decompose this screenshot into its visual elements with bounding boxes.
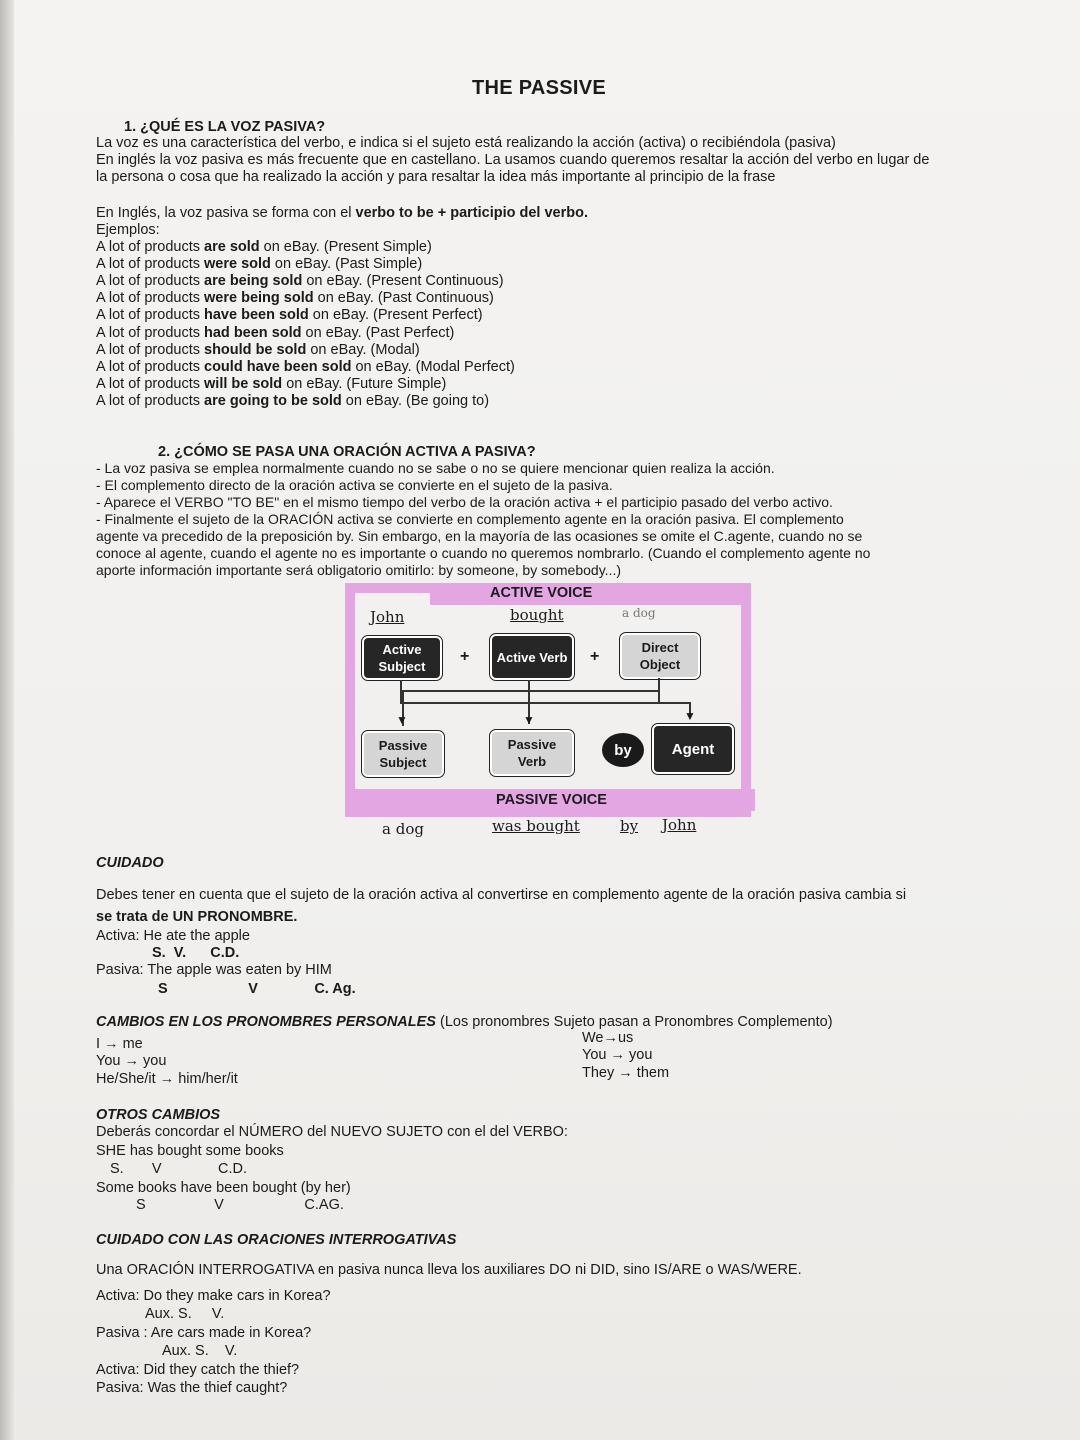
handwritten-by: by	[620, 817, 639, 835]
example-sentence: A lot of products will be sold on eBay. (Future Simple)	[96, 375, 447, 392]
pronoun-change: We→us	[582, 1030, 634, 1046]
active-voice-label: ACTIVE VOICE	[490, 585, 593, 601]
by-circle: by	[602, 733, 644, 767]
cuidado-activa: Activa: He ate the apple	[96, 928, 250, 944]
section1-heading: 1. ¿QUÉ ES LA VOZ PASIVA?	[124, 119, 326, 135]
section1-line: En inglés la voz pasiva es más frecuente que en castellano. La usamos cuando queremos resaltar la acción del verbo en lugar de	[96, 152, 930, 168]
direct-object-box: Direct Object	[620, 633, 700, 679]
arrow-down-icon: ▼	[523, 713, 535, 727]
section2-line: - Aparece el VERBO "TO BE" en el mismo tiempo del verbo de la oración activa + el participio pasado del verbo activo.	[96, 494, 833, 510]
cuidado-pasiva: Pasiva: The apple was eaten by HIM	[96, 962, 332, 978]
handwritten-was-bought: was bought	[492, 817, 580, 835]
plus-sign: +	[460, 648, 470, 665]
example-sentence: A lot of products are going to be sold on eBay. (Be going to)	[96, 392, 490, 409]
pronombres-heading: CAMBIOS EN LOS PRONOMBRES PERSONALES (Los pronombres Sujeto pasan a Pronombres Complemento)	[96, 1014, 833, 1030]
example-sentence: A lot of products could have been sold on eBay. (Modal Perfect)	[96, 358, 515, 375]
agent-box: Agent	[652, 724, 734, 774]
interrog-example: Activa: Did they catch the thief?	[96, 1362, 300, 1378]
examples-label: Ejemplos:	[96, 222, 160, 238]
handwritten-a-dog: a dog	[382, 820, 424, 838]
connector-line	[658, 678, 660, 704]
formation-rule: En Inglés, la voz pasiva se forma con el verbo to be + participio del verbo.	[96, 205, 588, 221]
connector-line	[400, 702, 690, 704]
section2-line: - La voz pasiva se emplea normalmente cuando no se sabe o no se quiere mencionar quien realiza la acción.	[96, 460, 775, 476]
otros-heading: OTROS CAMBIOS	[96, 1107, 221, 1123]
otros-line: Deberás concordar el NÚMERO del NUEVO SUJETO con el del VERBO:	[96, 1124, 568, 1140]
otros-example: SHE has bought some books	[96, 1143, 284, 1159]
cuidado-line: Debes tener en cuenta que el sujeto de la oración activa al convertirse en complemento agente de la oración pasiva cambia si	[96, 887, 907, 903]
otros-example-marks: S V C.AG.	[136, 1197, 344, 1213]
example-sentence: A lot of products have been sold on eBay. (Present Perfect)	[96, 307, 483, 324]
section2-line: - Finalmente el sujeto de la ORACIÓN activa se convierte en complemento agente en la oración pasiva. El complemento	[96, 511, 844, 527]
cuidado-pasiva-marks: S V C. Ag.	[158, 981, 356, 997]
example-sentence: A lot of products are being sold on eBay. (Present Continuous)	[96, 273, 504, 290]
pronoun-change: I → me	[96, 1036, 143, 1052]
handwritten-john: John	[662, 816, 697, 834]
section1-line: La voz es una característica del verbo, e indica si el sujeto está realizando la acción (activa) o recibiéndola (pasiva)	[96, 135, 836, 151]
example-sentence: A lot of products were sold on eBay. (Past Simple)	[96, 256, 423, 273]
interrog-example: Pasiva: Was the thief caught?	[96, 1380, 288, 1396]
otros-example-marks: S. V C.D.	[110, 1161, 247, 1177]
section2-line: conoce al agente, cuando el agente no es importante o cuando no queremos nombrarlo. (Cuando el complemento agente no	[96, 545, 871, 561]
section2-heading: 2. ¿CÓMO SE PASA UNA ORACIÓN ACTIVA A PASIVA?	[158, 444, 536, 460]
active-subject-box: Active Subject	[362, 636, 442, 680]
active-verb-box: Active Verb	[490, 634, 574, 680]
handwritten-john: John	[370, 608, 405, 626]
example-sentence: A lot of products had been sold on eBay. (Past Perfect)	[96, 324, 455, 341]
section2-line: agente va precedido de la preposición by. Sin embargo, en la mayoría de las ocasiones se omite el C.agente, cuando no se	[96, 528, 863, 544]
pronoun-change: You → you	[96, 1053, 167, 1069]
cuidado-line: se trata de UN PRONOMBRE.	[96, 909, 298, 925]
interrog-heading: CUIDADO CON LAS ORACIONES INTERROGATIVAS	[96, 1232, 457, 1248]
interrog-example: Activa: Do they make cars in Korea?	[96, 1288, 331, 1304]
cuidado-activa-marks: S. V. C.D.	[152, 945, 240, 961]
cuidado-heading: CUIDADO	[96, 855, 164, 871]
passive-subject-box: Passive Subject	[362, 731, 444, 777]
interrog-example-marks: Aux. S. V.	[145, 1306, 225, 1322]
section1-line: la persona o cosa que ha realizado la acción y para resaltar la idea más importante al principio de la frase	[96, 169, 776, 185]
example-sentence: A lot of products are sold on eBay. (Present Simple)	[96, 239, 432, 255]
pronoun-change: They → them	[582, 1065, 670, 1081]
handwritten-a-dog: a dog	[622, 606, 656, 620]
passive-voice-label: PASSIVE VOICE	[496, 792, 607, 808]
pronoun-change: He/She/it → him/her/it	[96, 1071, 238, 1087]
example-sentence: A lot of products were being sold on eBay. (Past Continuous)	[96, 290, 494, 307]
example-sentence: A lot of products should be sold on eBay. (Modal)	[96, 341, 420, 358]
passive-verb-box: Passive Verb	[490, 730, 574, 776]
interrog-example: Pasiva : Are cars made in Korea?	[96, 1325, 312, 1341]
pronoun-change: You → you	[582, 1047, 653, 1063]
page-title: THE PASSIVE	[472, 77, 607, 99]
otros-example: Some books have been bought (by her)	[96, 1180, 351, 1196]
arrow-down-icon: ▼	[396, 713, 408, 727]
handwritten-bought: bought	[510, 606, 564, 624]
plus-sign: +	[590, 648, 600, 665]
interrog-example-marks: Aux. S. V.	[162, 1343, 238, 1359]
arrow-down-icon: ▼	[684, 709, 696, 723]
interrog-line: Una ORACIÓN INTERROGATIVA en pasiva nunca lleva los auxiliares DO ni DID, sino IS/ARE o WAS/WERE.	[96, 1262, 802, 1278]
page-edge-shadow	[0, 0, 14, 1440]
section2-line: aporte información importante será obligatorio omitirlo: by someone, by somebody...)	[96, 562, 621, 578]
section2-line: - El complemento directo de la oración activa se convierte en el sujeto de la pasiva.	[96, 477, 613, 493]
